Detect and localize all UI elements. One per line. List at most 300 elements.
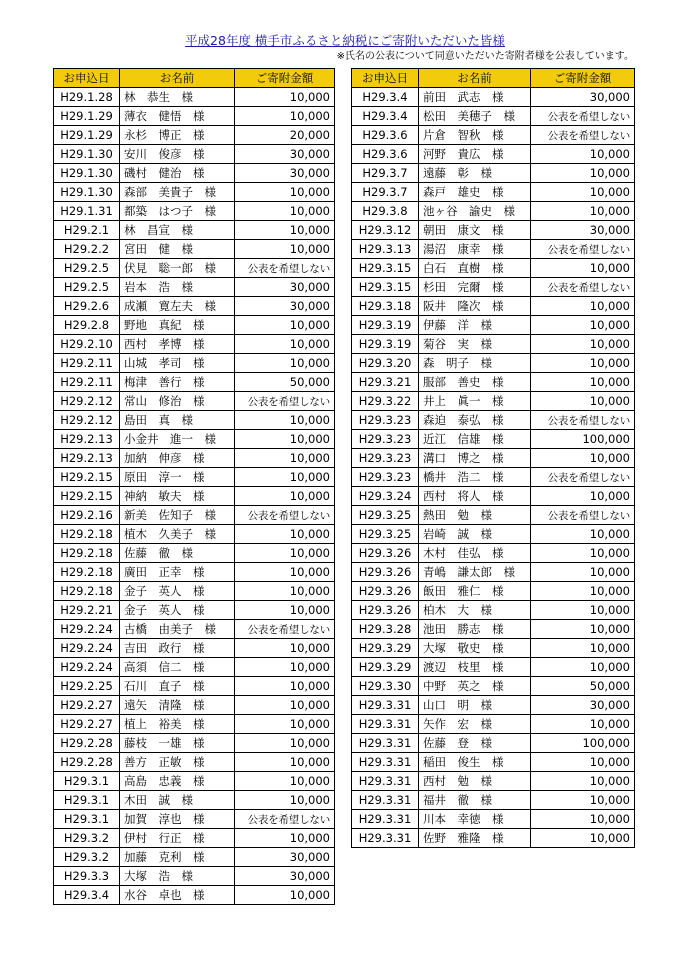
cell-amount: 公表を希望しない — [531, 126, 635, 145]
table-row — [54, 468, 335, 487]
cell-amount: 10,000 — [531, 164, 635, 183]
table-row — [54, 221, 335, 240]
cell-date: H29.2.8 — [54, 316, 120, 335]
cell-amount: 10,000 — [531, 183, 635, 202]
cell-name: 宮田 健 様 — [120, 240, 235, 259]
cell-amount: 10,000 — [531, 601, 635, 620]
cell-amount: 公表を希望しない — [235, 620, 335, 639]
cell-name: 植上 裕美 様 — [120, 715, 235, 734]
table-row — [54, 145, 335, 164]
cell-date: H29.2.12 — [54, 411, 120, 430]
table-row — [54, 240, 335, 259]
cell-amount: 20,000 — [235, 126, 335, 145]
cell-amount: 公表を希望しない — [235, 810, 335, 829]
cell-date: H29.2.16 — [54, 506, 120, 525]
cell-date: H29.3.4 — [352, 88, 419, 107]
cell-name: 大塚 浩 様 — [120, 867, 235, 886]
table-row — [352, 620, 635, 639]
table-row — [352, 221, 635, 240]
cell-amount: 30,000 — [235, 145, 335, 164]
cell-date: H29.3.31 — [352, 829, 419, 848]
cell-name: 橋井 浩二 様 — [419, 468, 531, 487]
cell-amount: 公表を希望しない — [531, 411, 635, 430]
cell-amount: 10,000 — [235, 430, 335, 449]
cell-date: H29.3.25 — [352, 525, 419, 544]
cell-date: H29.3.20 — [352, 354, 419, 373]
page-title: 平成28年度 横手市ふるさと納税にご寄附いただいた皆様 — [185, 33, 505, 48]
cell-name: 永杉 博正 様 — [120, 126, 235, 145]
table-row — [54, 734, 335, 753]
table-row — [352, 240, 635, 259]
cell-amount: 公表を希望しない — [235, 392, 335, 411]
cell-amount: 10,000 — [531, 829, 635, 848]
header-name: お名前 — [120, 69, 235, 88]
cell-name: 木田 誠 様 — [120, 791, 235, 810]
cell-amount: 10,000 — [235, 411, 335, 430]
cell-date: H29.3.31 — [352, 696, 419, 715]
cell-date: H29.2.18 — [54, 544, 120, 563]
cell-date: H29.3.6 — [352, 126, 419, 145]
cell-date: H29.2.2 — [54, 240, 120, 259]
cell-amount: 10,000 — [531, 316, 635, 335]
cell-name: 梅津 善行 様 — [120, 373, 235, 392]
table-row — [54, 449, 335, 468]
cell-amount: 10,000 — [531, 772, 635, 791]
table-row — [352, 411, 635, 430]
header-date: お申込日 — [352, 69, 419, 88]
table-row — [352, 449, 635, 468]
cell-name: 近江 信雄 様 — [419, 430, 531, 449]
cell-name: 阪井 隆次 様 — [419, 297, 531, 316]
table-row — [54, 107, 335, 126]
cell-name: 林 恭生 様 — [120, 88, 235, 107]
table-row — [352, 88, 635, 107]
cell-amount: 10,000 — [235, 221, 335, 240]
cell-amount: 10,000 — [235, 829, 335, 848]
cell-amount: 30,000 — [531, 88, 635, 107]
table-row — [54, 810, 335, 829]
table-row — [352, 335, 635, 354]
cell-date: H29.3.31 — [352, 734, 419, 753]
cell-name: 矢作 宏 様 — [419, 715, 531, 734]
cell-name: 伏見 聡一郎 様 — [120, 259, 235, 278]
cell-amount: 30,000 — [235, 867, 335, 886]
cell-name: 佐藤 徹 様 — [120, 544, 235, 563]
cell-amount: 10,000 — [235, 772, 335, 791]
table-row — [54, 715, 335, 734]
cell-date: H29.2.5 — [54, 259, 120, 278]
cell-name: 木村 佳弘 様 — [419, 544, 531, 563]
cell-date: H29.3.31 — [352, 715, 419, 734]
cell-name: 薄衣 健悟 様 — [120, 107, 235, 126]
cell-amount: 公表を希望しない — [531, 468, 635, 487]
cell-name: 廣田 正幸 様 — [120, 563, 235, 582]
cell-name: 松田 美穂子 様 — [419, 107, 531, 126]
table-row — [352, 582, 635, 601]
header-amount: ご寄附金額 — [531, 69, 635, 88]
cell-amount: 10,000 — [235, 544, 335, 563]
cell-name: 西村 将人 様 — [419, 487, 531, 506]
table-row — [54, 126, 335, 145]
cell-date: H29.1.29 — [54, 107, 120, 126]
table-row — [352, 126, 635, 145]
cell-name: 善方 正敏 様 — [120, 753, 235, 772]
cell-amount: 10,000 — [235, 316, 335, 335]
cell-amount: 10,000 — [235, 240, 335, 259]
cell-date: H29.2.10 — [54, 335, 120, 354]
cell-date: H29.2.6 — [54, 297, 120, 316]
cell-name: 片倉 智秋 様 — [419, 126, 531, 145]
cell-date: H29.3.31 — [352, 772, 419, 791]
cell-date: H29.2.28 — [54, 753, 120, 772]
cell-amount: 10,000 — [235, 639, 335, 658]
cell-name: 岩本 浩 様 — [120, 278, 235, 297]
cell-amount: 公表を希望しない — [531, 278, 635, 297]
cell-amount: 10,000 — [235, 449, 335, 468]
cell-date: H29.3.19 — [352, 335, 419, 354]
table-row — [352, 734, 635, 753]
cell-amount: 30,000 — [531, 696, 635, 715]
cell-date: H29.2.18 — [54, 563, 120, 582]
cell-amount: 10,000 — [235, 487, 335, 506]
cell-name: 溝口 博之 様 — [419, 449, 531, 468]
cell-date: H29.3.25 — [352, 506, 419, 525]
table-row — [352, 392, 635, 411]
cell-name: 都築 はつ子 様 — [120, 202, 235, 221]
cell-name: 河野 貴広 様 — [419, 145, 531, 164]
cell-date: H29.3.4 — [54, 886, 120, 905]
table-row — [352, 259, 635, 278]
cell-amount: 10,000 — [235, 335, 335, 354]
table-row — [352, 164, 635, 183]
cell-name: 遠藤 彰 様 — [419, 164, 531, 183]
cell-name: 服部 善史 様 — [419, 373, 531, 392]
cell-amount: 公表を希望しない — [235, 259, 335, 278]
cell-amount: 10,000 — [531, 487, 635, 506]
table-row — [352, 430, 635, 449]
cell-date: H29.3.3 — [54, 867, 120, 886]
cell-amount: 10,000 — [235, 658, 335, 677]
cell-date: H29.3.31 — [352, 810, 419, 829]
cell-amount: 10,000 — [235, 886, 335, 905]
cell-name: 金子 英人 様 — [120, 582, 235, 601]
cell-name: 加藤 克利 様 — [120, 848, 235, 867]
cell-name: 杉田 完爾 様 — [419, 278, 531, 297]
table-row — [54, 430, 335, 449]
cell-date: H29.3.29 — [352, 658, 419, 677]
table-row — [352, 563, 635, 582]
cell-amount: 30,000 — [235, 278, 335, 297]
table-row — [54, 677, 335, 696]
cell-name: 水谷 卓也 様 — [120, 886, 235, 905]
cell-date: H29.3.13 — [352, 240, 419, 259]
cell-name: 飯田 雅仁 様 — [419, 582, 531, 601]
cell-name: 神納 敏夫 様 — [120, 487, 235, 506]
cell-amount: 10,000 — [531, 658, 635, 677]
cell-name: 池田 勝志 様 — [419, 620, 531, 639]
cell-amount: 10,000 — [235, 468, 335, 487]
table-row — [352, 525, 635, 544]
table-header-row — [352, 69, 635, 88]
cell-name: 加賀 淳也 様 — [120, 810, 235, 829]
table-row — [54, 373, 335, 392]
cell-name: 森 明子 様 — [419, 354, 531, 373]
table-row — [352, 677, 635, 696]
cell-name: 高島 忠義 様 — [120, 772, 235, 791]
header-amount: ご寄附金額 — [235, 69, 335, 88]
table-row — [352, 810, 635, 829]
cell-name: 藤枝 一雄 様 — [120, 734, 235, 753]
table-row — [54, 867, 335, 886]
cell-name: 菊谷 実 様 — [419, 335, 531, 354]
cell-name: 磯村 健治 様 — [120, 164, 235, 183]
cell-amount: 50,000 — [531, 677, 635, 696]
table-row — [54, 791, 335, 810]
cell-amount: 10,000 — [235, 601, 335, 620]
cell-amount: 30,000 — [235, 297, 335, 316]
cell-date: H29.3.23 — [352, 449, 419, 468]
cell-name: 金子 英人 様 — [120, 601, 235, 620]
cell-amount: 10,000 — [531, 620, 635, 639]
cell-amount: 10,000 — [235, 715, 335, 734]
table-row — [54, 164, 335, 183]
cell-amount: 10,000 — [235, 696, 335, 715]
cell-name: 西村 孝博 様 — [120, 335, 235, 354]
cell-amount: 公表を希望しない — [531, 107, 635, 126]
cell-date: H29.2.25 — [54, 677, 120, 696]
cell-date: H29.3.24 — [352, 487, 419, 506]
cell-amount: 10,000 — [531, 335, 635, 354]
cell-amount: 10,000 — [235, 734, 335, 753]
cell-date: H29.3.31 — [352, 791, 419, 810]
table-row — [54, 772, 335, 791]
cell-amount: 10,000 — [531, 639, 635, 658]
cell-date: H29.3.8 — [352, 202, 419, 221]
table-row — [352, 354, 635, 373]
cell-name: 野地 真紀 様 — [120, 316, 235, 335]
cell-date: H29.1.30 — [54, 164, 120, 183]
cell-date: H29.1.30 — [54, 145, 120, 164]
cell-name: 熱田 勉 様 — [419, 506, 531, 525]
cell-amount: 10,000 — [235, 202, 335, 221]
cell-name: 遠矢 清隆 様 — [120, 696, 235, 715]
cell-name: 安川 俊彦 様 — [120, 145, 235, 164]
cell-date: H29.2.24 — [54, 620, 120, 639]
cell-amount: 10,000 — [235, 563, 335, 582]
cell-date: H29.3.12 — [352, 221, 419, 240]
cell-date: H29.3.1 — [54, 810, 120, 829]
table-row — [352, 753, 635, 772]
table-row — [54, 620, 335, 639]
cell-name: 島田 真 様 — [120, 411, 235, 430]
cell-name: 朝田 康文 様 — [419, 221, 531, 240]
cell-amount: 100,000 — [531, 734, 635, 753]
cell-date: H29.3.21 — [352, 373, 419, 392]
cell-name: 池ヶ谷 諭史 様 — [419, 202, 531, 221]
cell-date: H29.3.7 — [352, 164, 419, 183]
cell-date: H29.2.24 — [54, 658, 120, 677]
cell-amount: 10,000 — [235, 791, 335, 810]
cell-amount: 公表を希望しない — [235, 506, 335, 525]
cell-date: H29.3.23 — [352, 430, 419, 449]
cell-date: H29.2.24 — [54, 639, 120, 658]
header-name: お名前 — [419, 69, 531, 88]
cell-name: 山城 孝司 様 — [120, 354, 235, 373]
table-row — [54, 335, 335, 354]
table-row — [352, 696, 635, 715]
cell-date: H29.3.30 — [352, 677, 419, 696]
cell-amount: 10,000 — [235, 107, 335, 126]
cell-amount: 10,000 — [531, 145, 635, 164]
cell-amount: 10,000 — [531, 753, 635, 772]
table-row — [352, 715, 635, 734]
table-row — [352, 487, 635, 506]
cell-date: H29.3.28 — [352, 620, 419, 639]
cell-date: H29.1.28 — [54, 88, 120, 107]
table-row — [54, 183, 335, 202]
cell-amount: 10,000 — [235, 88, 335, 107]
donor-table-right — [351, 68, 635, 848]
cell-date: H29.3.23 — [352, 411, 419, 430]
cell-date: H29.3.26 — [352, 544, 419, 563]
table-row — [352, 278, 635, 297]
cell-amount: 公表を希望しない — [531, 240, 635, 259]
cell-date: H29.2.18 — [54, 582, 120, 601]
table-row — [352, 316, 635, 335]
cell-amount: 10,000 — [531, 354, 635, 373]
cell-date: H29.2.27 — [54, 715, 120, 734]
cell-amount: 30,000 — [235, 164, 335, 183]
table-row — [352, 544, 635, 563]
cell-name: 吉田 政行 様 — [120, 639, 235, 658]
cell-amount: 10,000 — [531, 525, 635, 544]
cell-date: H29.2.11 — [54, 373, 120, 392]
cell-name: 岩崎 誠 様 — [419, 525, 531, 544]
table-row — [54, 278, 335, 297]
cell-date: H29.2.15 — [54, 487, 120, 506]
table-row — [352, 297, 635, 316]
table-row — [54, 316, 335, 335]
cell-date: H29.3.4 — [352, 107, 419, 126]
cell-date: H29.2.13 — [54, 430, 120, 449]
cell-amount: 10,000 — [531, 810, 635, 829]
table-row — [352, 107, 635, 126]
table-row — [352, 829, 635, 848]
cell-amount: 公表を希望しない — [531, 506, 635, 525]
cell-amount: 10,000 — [531, 202, 635, 221]
table-row — [54, 525, 335, 544]
cell-date: H29.2.21 — [54, 601, 120, 620]
donor-table-left — [53, 68, 335, 905]
table-row — [54, 886, 335, 905]
cell-date: H29.3.6 — [352, 145, 419, 164]
cell-date: H29.3.7 — [352, 183, 419, 202]
cell-name: 白石 直樹 様 — [419, 259, 531, 278]
cell-date: H29.2.27 — [54, 696, 120, 715]
cell-amount: 10,000 — [531, 259, 635, 278]
cell-name: 湯沼 康幸 様 — [419, 240, 531, 259]
table-row — [352, 145, 635, 164]
cell-name: 石川 直子 様 — [120, 677, 235, 696]
cell-name: 新美 佐知子 様 — [120, 506, 235, 525]
cell-date: H29.2.13 — [54, 449, 120, 468]
cell-date: H29.3.22 — [352, 392, 419, 411]
cell-name: 伊村 行正 様 — [120, 829, 235, 848]
table-row — [54, 658, 335, 677]
header-date: お申込日 — [54, 69, 120, 88]
cell-date: H29.3.15 — [352, 259, 419, 278]
cell-amount: 10,000 — [531, 373, 635, 392]
table-row — [54, 88, 335, 107]
cell-name: 成瀬 寛左夫 様 — [120, 297, 235, 316]
cell-amount: 10,000 — [235, 183, 335, 202]
cell-amount: 10,000 — [531, 392, 635, 411]
cell-date: H29.3.2 — [54, 829, 120, 848]
cell-date: H29.2.12 — [54, 392, 120, 411]
cell-date: H29.2.18 — [54, 525, 120, 544]
cell-date: H29.3.31 — [352, 753, 419, 772]
cell-date: H29.1.30 — [54, 183, 120, 202]
table-row — [54, 544, 335, 563]
cell-amount: 10,000 — [235, 354, 335, 373]
table-row — [54, 297, 335, 316]
cell-name: 中野 英之 様 — [419, 677, 531, 696]
table-row — [352, 468, 635, 487]
table-row — [54, 392, 335, 411]
cell-amount: 10,000 — [531, 791, 635, 810]
cell-name: 森部 美貴子 様 — [120, 183, 235, 202]
disclosure-note: ※氏名の公表について同意いただいた寄附者様を公表しています。 — [336, 51, 634, 62]
cell-name: 小金井 進一 様 — [120, 430, 235, 449]
table-row — [352, 658, 635, 677]
cell-name: 林 昌宣 様 — [120, 221, 235, 240]
table-row — [352, 202, 635, 221]
table-row — [54, 639, 335, 658]
cell-date: H29.3.1 — [54, 772, 120, 791]
cell-name: 大塚 敬史 様 — [419, 639, 531, 658]
cell-name: 井上 眞一 様 — [419, 392, 531, 411]
cell-date: H29.3.1 — [54, 791, 120, 810]
cell-amount: 100,000 — [531, 430, 635, 449]
cell-name: 西村 勉 様 — [419, 772, 531, 791]
cell-date: H29.3.19 — [352, 316, 419, 335]
cell-date: H29.1.29 — [54, 126, 120, 145]
table-row — [54, 696, 335, 715]
cell-amount: 10,000 — [235, 677, 335, 696]
cell-name: 高須 信二 様 — [120, 658, 235, 677]
cell-date: H29.1.31 — [54, 202, 120, 221]
cell-name: 森迫 泰弘 様 — [419, 411, 531, 430]
cell-name: 渡辺 枝里 様 — [419, 658, 531, 677]
cell-amount: 10,000 — [531, 715, 635, 734]
cell-date: H29.2.11 — [54, 354, 120, 373]
table-row — [352, 772, 635, 791]
cell-amount: 10,000 — [531, 297, 635, 316]
table-row — [54, 411, 335, 430]
table-row — [54, 506, 335, 525]
cell-name: 原田 淳一 様 — [120, 468, 235, 487]
cell-date: H29.2.5 — [54, 278, 120, 297]
cell-name: 佐野 雅隆 様 — [419, 829, 531, 848]
table-row — [54, 829, 335, 848]
cell-date: H29.3.2 — [54, 848, 120, 867]
cell-amount: 10,000 — [235, 525, 335, 544]
cell-date: H29.2.15 — [54, 468, 120, 487]
cell-name: 稲田 俊生 様 — [419, 753, 531, 772]
cell-date: H29.3.29 — [352, 639, 419, 658]
table-row — [54, 487, 335, 506]
cell-name: 山口 明 様 — [419, 696, 531, 715]
